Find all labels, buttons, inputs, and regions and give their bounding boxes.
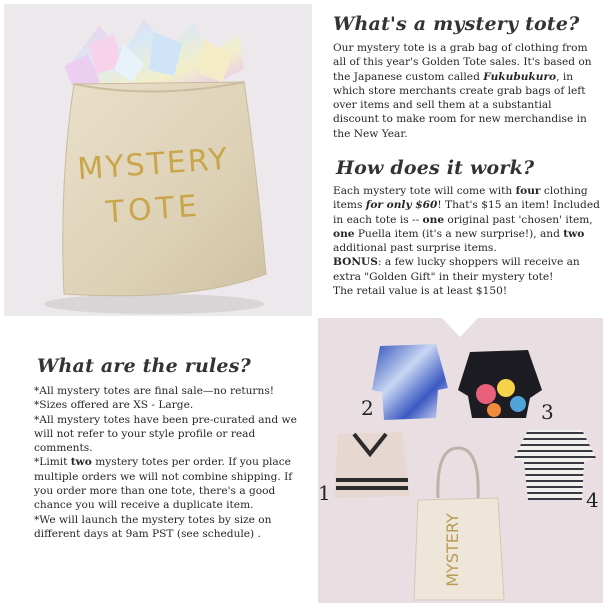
bag-print-mystery: MYSTERY [76, 141, 231, 188]
rules-heading: What are the rules? [37, 355, 251, 377]
mystery-tote-photo [4, 4, 312, 316]
clothing-items-photo [318, 318, 603, 603]
fukubukuro-term: Fukubukuro [483, 70, 557, 83]
tote-bag [63, 82, 266, 296]
how-text: Puella item (it's a new surprise!), and [354, 227, 564, 240]
intro-paragraph [333, 41, 595, 141]
emphasis-four: four [515, 185, 541, 197]
rule-item: *All mystery totes are final sale—no returns! [34, 385, 275, 397]
emphasis-two: two [563, 227, 585, 240]
intro-heading: What's a mystery tote? [333, 13, 580, 35]
intro-text-1: Our mystery tote is a grab bag of clothing from all of this year's Golden Tote sales. It's based on the Japanese custom called [333, 42, 592, 83]
item-number-1: 1 [318, 481, 331, 505]
rule-item: *Sizes offered are XS - Large. [34, 399, 194, 412]
how-text: additional past surprise items. [333, 242, 497, 255]
bag-print-tote: TOTE [104, 188, 203, 231]
item-number-4: 4 [586, 488, 599, 512]
how-paragraph [333, 184, 603, 298]
item-number-2: 2 [361, 396, 374, 420]
svg-text:MYSTERY: MYSTERY [443, 513, 462, 587]
retail-value-text: The retail value is at least $150! [333, 285, 508, 298]
intro-text-2: , in which store merchants create grab bags of left over items and sell them at a substantial discount to make room for new merchandise in the New Year. [333, 70, 587, 140]
how-heading: How does it work? [336, 157, 535, 179]
mystery-tote-illustration [4, 4, 312, 316]
pointer-notch [441, 317, 479, 337]
item-striped-tee [514, 430, 596, 500]
how-text: ! That's $15 an item! Included in each tote is -- [333, 199, 600, 226]
rule-item [34, 455, 304, 512]
rules-list [34, 384, 304, 541]
how-text: original past 'chosen' item, [444, 213, 593, 226]
item-number-3: 3 [541, 400, 554, 424]
rule-item: *All mystery totes have been pre-curated and we will not refer to your style profile or read comments. [34, 413, 297, 455]
bonus-label: BONUS [333, 256, 378, 269]
rule-text: mystery totes per order. If you place multiple orders we will not combine shipping. If you order more than one tote, there's a good chance you will receive a duplicate item. [34, 456, 293, 512]
emphasis-one: one [422, 213, 445, 226]
how-text: clothing items [333, 185, 588, 212]
emphasis-one: one [333, 227, 355, 240]
rule-text: *Limit [34, 456, 71, 469]
how-text: Each mystery tote will come with [333, 185, 516, 197]
tissue-paper [64, 19, 244, 90]
emphasis-two: two [70, 456, 92, 469]
emphasis-price: for only $60 [365, 199, 438, 212]
item-blue-top [372, 344, 448, 420]
rule-item: *We will launch the mystery totes by size on different days at 9am PST (see schedule) . [34, 513, 272, 540]
bonus-text: : a few lucky shoppers will receive an extra "Golden Gift" in their mystery tote! [333, 256, 580, 283]
clothing-items-illustration [318, 318, 603, 603]
